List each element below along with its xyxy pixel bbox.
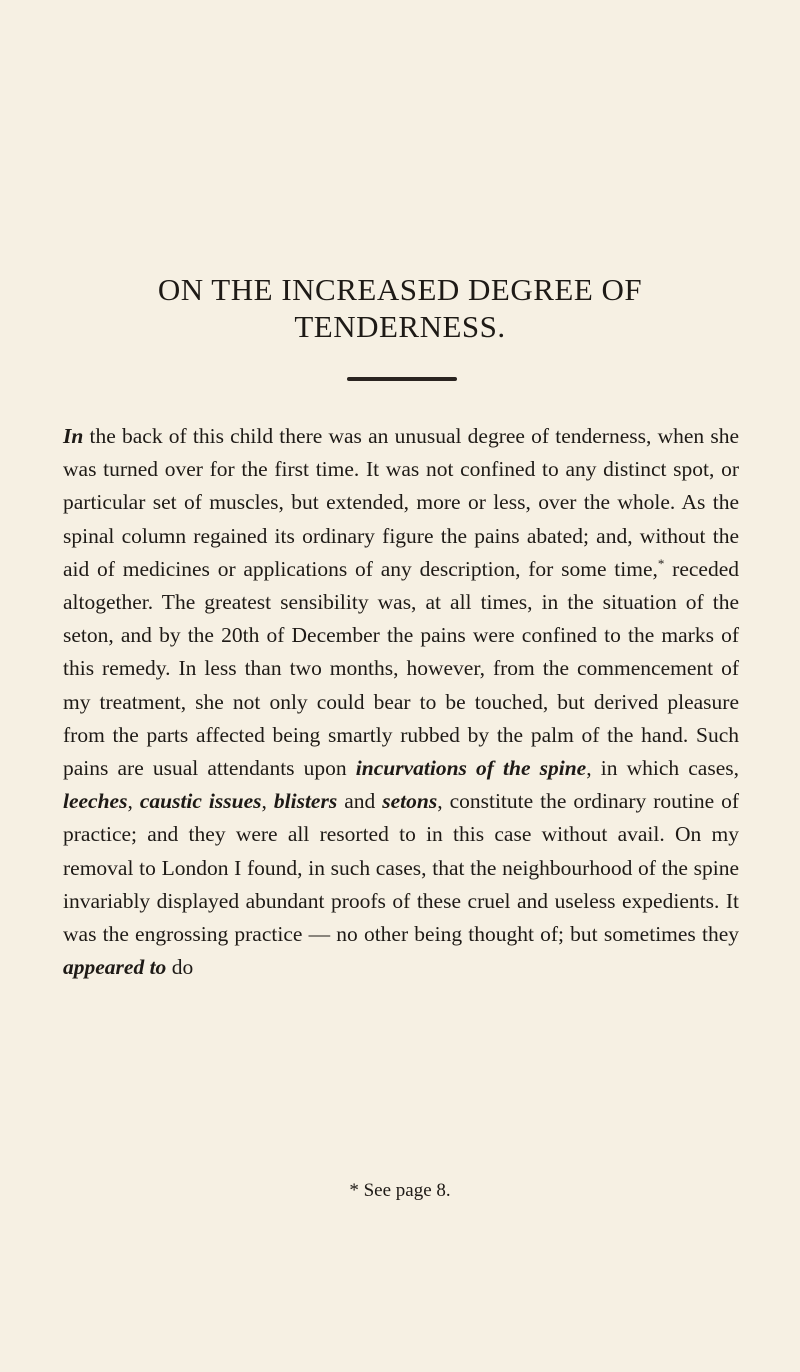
chapter-heading-line-1: ON THE INCREASED DEGREE OF	[157, 272, 643, 307]
body-paragraph	[63, 420, 739, 984]
opening-word: In	[63, 424, 84, 448]
text-run: the back of this child there was an unusual degree of tenderness, when she was turned over for the first time. It was not confined to any distinct spot, or particular set of muscles, but extended, more or less, over the whole. As the spinal column regained its ordinary figure the pains abated; and, without the aid of medicines or applications of any description, for some time,	[63, 424, 739, 581]
ornamental-rule	[347, 377, 457, 381]
text-run: ,	[261, 789, 274, 814]
italic-term: incurvations of the spine	[355, 756, 587, 781]
text-run: ,	[127, 789, 140, 814]
text-run: , in which cases,	[586, 756, 739, 781]
text-run: do	[166, 955, 194, 980]
text-run: and	[337, 789, 383, 814]
footnote-marker: *	[657, 555, 665, 571]
italic-term: blisters	[273, 789, 338, 814]
italic-term: appeared to	[63, 955, 167, 980]
italic-term: setons	[382, 789, 438, 814]
text-run: receded altogether. The greatest sensibility was, at all times, in the situation of the seton, and by the 20th of December the pains were confined to the marks of this remedy. In less than two months, however, from the commencement of my treatment, she not only could bear to be touched, but derived pleasure from the parts affected being smartly rubbed by the palm of the hand. Such pains are usual attendants upon	[63, 556, 739, 781]
italic-term: leeches	[63, 789, 128, 814]
footnote: * See page 8.	[349, 1180, 451, 1201]
chapter-heading-line-2: TENDERNESS.	[294, 309, 506, 344]
text-run: , constitute the ordinary routine of practice; and they were all resorted to in this case without avail. On my removal to London I found, in such cases, that the neighbourhood of the spine invariably displayed abundant proofs of these cruel and useless expedients. It was the engrossing practice — no other being thought of; but sometimes they	[63, 789, 740, 947]
italic-term: caustic issues	[139, 789, 262, 814]
